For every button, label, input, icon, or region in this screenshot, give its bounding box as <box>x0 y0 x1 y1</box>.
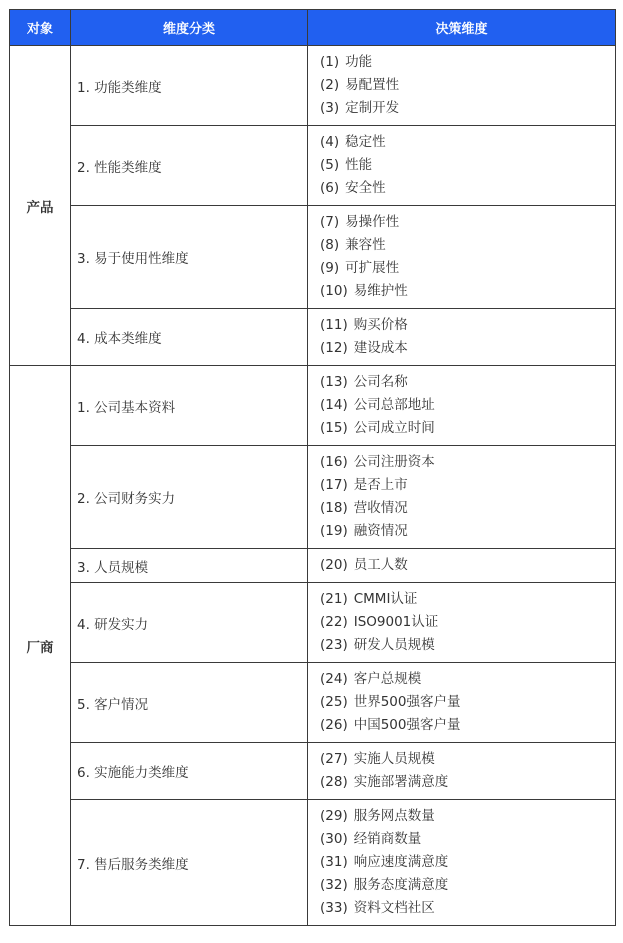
dimension-number: (19) <box>320 523 348 539</box>
dimension-number: (5) <box>320 157 340 173</box>
dimension-item <box>320 314 615 337</box>
dimension-label: 购买价格 <box>353 317 408 333</box>
category-cell: 2. 性能类维度 <box>71 126 308 206</box>
dimension-item <box>320 748 615 771</box>
dimension-item <box>320 851 615 874</box>
dimension-item <box>320 97 615 120</box>
dimension-label: 实施部署满意度 <box>353 774 449 790</box>
dimension-number: (30) <box>320 831 348 847</box>
dimension-cell <box>308 446 616 549</box>
dimension-label: 服务态度满意度 <box>353 877 449 893</box>
dimension-number: (8) <box>320 237 340 253</box>
dimension-item <box>320 177 615 200</box>
dimension-number: (27) <box>320 751 348 767</box>
dimension-label: 公司名称 <box>353 374 408 390</box>
dimension-number: (25) <box>320 694 348 710</box>
dimension-number: (21) <box>320 591 348 607</box>
dimension-label: 性能 <box>345 157 373 173</box>
dimension-label: 公司注册资本 <box>353 454 435 470</box>
category-cell: 7. 售后服务类维度 <box>71 800 308 926</box>
dimension-cell <box>308 743 616 800</box>
dimension-item <box>320 280 615 303</box>
category-cell: 4. 成本类维度 <box>71 309 308 366</box>
dimension-item <box>320 211 615 234</box>
object-cell: 产品 <box>10 46 71 366</box>
dimension-label: 客户总规模 <box>353 671 422 687</box>
header-row <box>10 10 616 46</box>
dimension-item <box>320 634 615 657</box>
dimension-label: 功能 <box>345 54 373 70</box>
dimension-number: (14) <box>320 397 348 413</box>
dimension-item <box>320 497 615 520</box>
dimension-label: 资料文档社区 <box>353 900 435 916</box>
dimension-number: (15) <box>320 420 348 436</box>
category-cell: 5. 客户情况 <box>71 663 308 743</box>
dimension-number: (29) <box>320 808 348 824</box>
dimension-cell <box>308 309 616 366</box>
dimension-label: 稳定性 <box>345 134 386 150</box>
object-cell: 厂商 <box>10 366 71 926</box>
dimension-cell <box>308 366 616 446</box>
dimension-cell <box>308 46 616 126</box>
dimension-item <box>320 451 615 474</box>
table-row <box>10 126 616 206</box>
table-row <box>10 309 616 366</box>
table-row <box>10 366 616 446</box>
dimension-item <box>320 131 615 154</box>
dimension-item <box>320 74 615 97</box>
dimension-label: 经销商数量 <box>353 831 422 847</box>
header-dimension: 决策维度 <box>308 10 616 46</box>
dimension-item <box>320 691 615 714</box>
dimension-number: (28) <box>320 774 348 790</box>
dimension-label: 实施人员规模 <box>353 751 435 767</box>
dimension-label: 可扩展性 <box>345 260 400 276</box>
dimension-cell <box>308 549 616 583</box>
dimension-number: (12) <box>320 340 348 356</box>
table-row <box>10 743 616 800</box>
dimension-number: (1) <box>320 54 340 70</box>
dimension-item <box>320 554 615 577</box>
dimension-label: 中国500强客户量 <box>353 717 461 733</box>
dimension-number: (13) <box>320 374 348 390</box>
dimension-label: 营收情况 <box>353 500 408 516</box>
dimension-label: 员工人数 <box>353 557 408 573</box>
dimension-number: (23) <box>320 637 348 653</box>
dimension-number: (16) <box>320 454 348 470</box>
dimension-number: (24) <box>320 671 348 687</box>
dimension-number: (22) <box>320 614 348 630</box>
category-cell: 6. 实施能力类维度 <box>71 743 308 800</box>
dimension-label: 易操作性 <box>345 214 400 230</box>
dimension-number: (26) <box>320 717 348 733</box>
dimension-item <box>320 611 615 634</box>
dimension-item <box>320 337 615 360</box>
dimension-number: (2) <box>320 77 340 93</box>
dimension-number: (33) <box>320 900 348 916</box>
dimension-number: (17) <box>320 477 348 493</box>
table-row <box>10 446 616 549</box>
dimension-number: (20) <box>320 557 348 573</box>
dimension-number: (7) <box>320 214 340 230</box>
dimension-item <box>320 154 615 177</box>
table-body <box>10 46 616 926</box>
table-row <box>10 800 616 926</box>
header-category: 维度分类 <box>71 10 308 46</box>
dimension-item <box>320 668 615 691</box>
category-cell: 3. 人员规模 <box>71 549 308 583</box>
dimension-label: 公司总部地址 <box>353 397 435 413</box>
dimension-number: (11) <box>320 317 348 333</box>
table-row <box>10 549 616 583</box>
dimension-number: (4) <box>320 134 340 150</box>
dimension-label: 兼容性 <box>345 237 386 253</box>
dimension-item <box>320 520 615 543</box>
table-row <box>10 583 616 663</box>
dimension-cell <box>308 206 616 309</box>
dimension-label: 服务网点数量 <box>353 808 435 824</box>
header-object: 对象 <box>10 10 71 46</box>
dimension-item <box>320 897 615 920</box>
category-cell: 4. 研发实力 <box>71 583 308 663</box>
dimension-number: (31) <box>320 854 348 870</box>
dimension-label: 是否上市 <box>353 477 408 493</box>
dimension-label: 世界500强客户量 <box>353 694 461 710</box>
dimension-cell <box>308 126 616 206</box>
dimension-number: (9) <box>320 260 340 276</box>
dimension-item <box>320 371 615 394</box>
dimension-cell <box>308 800 616 926</box>
dimension-item <box>320 474 615 497</box>
dimension-number: (10) <box>320 283 348 299</box>
dimension-label: 易配置性 <box>345 77 400 93</box>
dimension-item <box>320 771 615 794</box>
dimension-label: 定制开发 <box>345 100 400 116</box>
decision-dimension-table <box>9 9 616 926</box>
dimension-item <box>320 828 615 851</box>
dimension-number: (32) <box>320 877 348 893</box>
category-cell: 1. 功能类维度 <box>71 46 308 126</box>
dimension-label: 研发人员规模 <box>353 637 435 653</box>
dimension-item <box>320 805 615 828</box>
dimension-item <box>320 417 615 440</box>
dimension-item <box>320 234 615 257</box>
dimension-label: ISO9001认证 <box>353 614 439 630</box>
dimension-label: CMMI认证 <box>353 591 418 607</box>
dimension-item <box>320 588 615 611</box>
dimension-item <box>320 51 615 74</box>
dimension-cell <box>308 583 616 663</box>
category-cell: 3. 易于使用性维度 <box>71 206 308 309</box>
table-row <box>10 663 616 743</box>
dimension-label: 安全性 <box>345 180 386 196</box>
dimension-number: (6) <box>320 180 340 196</box>
dimension-label: 响应速度满意度 <box>353 854 449 870</box>
dimension-item <box>320 257 615 280</box>
dimension-label: 融资情况 <box>353 523 408 539</box>
category-cell: 2. 公司财务实力 <box>71 446 308 549</box>
dimension-item <box>320 714 615 737</box>
dimension-item <box>320 394 615 417</box>
dimension-number: (3) <box>320 100 340 116</box>
dimension-label: 建设成本 <box>353 340 408 356</box>
dimension-number: (18) <box>320 500 348 516</box>
dimension-cell <box>308 663 616 743</box>
table-row <box>10 46 616 126</box>
dimension-label: 易维护性 <box>353 283 408 299</box>
category-cell: 1. 公司基本资料 <box>71 366 308 446</box>
dimension-item <box>320 874 615 897</box>
dimension-label: 公司成立时间 <box>353 420 435 436</box>
table-row <box>10 206 616 309</box>
